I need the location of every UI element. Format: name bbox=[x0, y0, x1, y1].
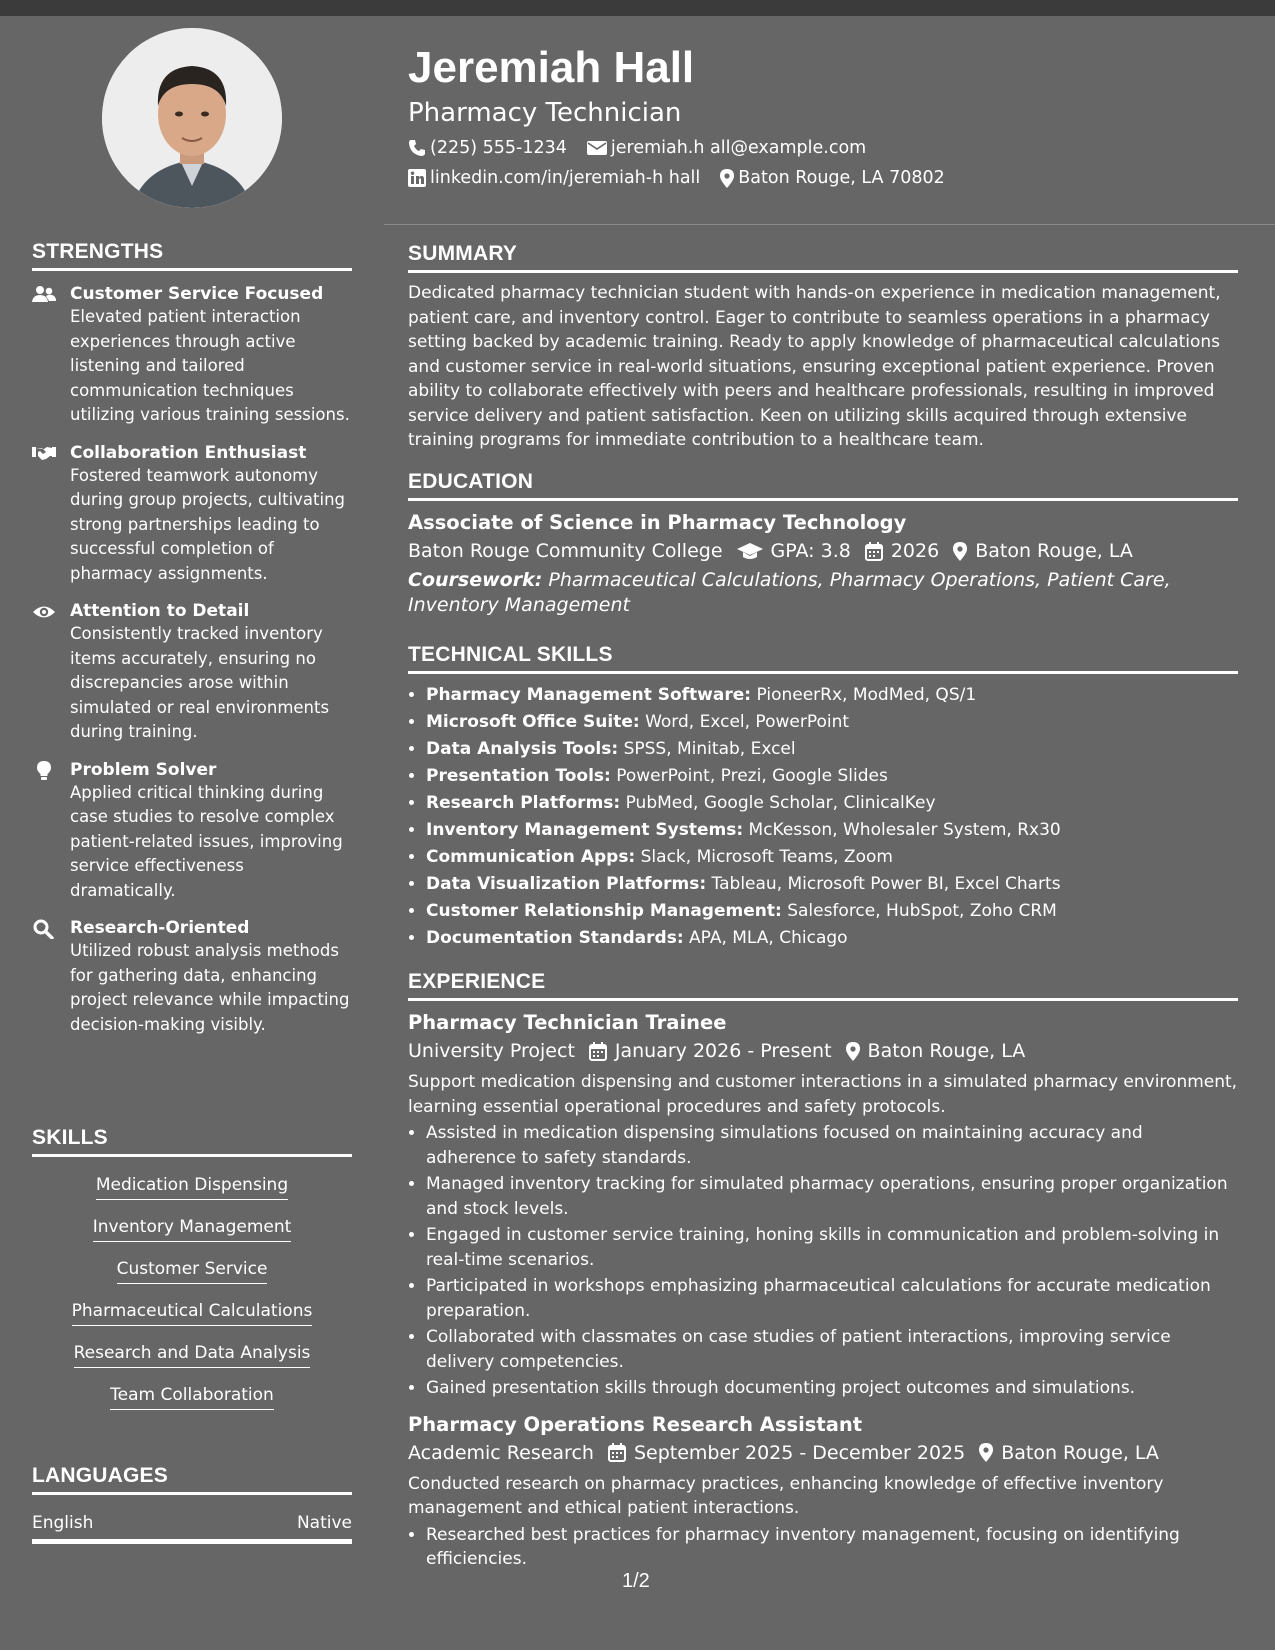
linkedin[interactable] bbox=[408, 166, 700, 190]
skill-item: Customer Service bbox=[117, 1257, 268, 1284]
profile-photo bbox=[102, 28, 282, 208]
phone[interactable] bbox=[408, 136, 567, 160]
skill-value: SPSS, Minitab, Excel bbox=[623, 739, 796, 759]
linkedin-text: linkedin.com/in/jeremiah-h hall bbox=[430, 168, 701, 188]
list-item bbox=[426, 790, 1238, 817]
job-location-text: Baton Rouge, LA bbox=[1001, 1441, 1159, 1464]
skill-value: PowerPoint, Prezi, Google Slides bbox=[616, 766, 888, 786]
list-item bbox=[426, 925, 1238, 952]
list-item: • Assisted in medication dispensing simulations focused on maintaining accuracy and adherence to safety standards. bbox=[426, 1121, 1238, 1170]
map-pin-icon bbox=[846, 1042, 860, 1061]
gpa-text: GPA: 3.8 bbox=[770, 540, 851, 562]
job-meta bbox=[408, 1438, 1238, 1468]
header bbox=[408, 40, 1238, 190]
coursework-label: Coursework: bbox=[408, 569, 543, 591]
job-dates-text: September 2025 - December 2025 bbox=[633, 1441, 966, 1464]
experience-section bbox=[408, 970, 1238, 1574]
phone-icon bbox=[408, 139, 426, 157]
job-entry bbox=[408, 1411, 1238, 1572]
job-bullets bbox=[408, 1523, 1238, 1572]
job-description: Support medication dispensing and customer interactions in a simulated pharmacy environment, learning essential operational procedures and safety protocols. bbox=[408, 1072, 1238, 1117]
languages-section bbox=[32, 1464, 352, 1544]
list-item bbox=[426, 844, 1238, 871]
location bbox=[720, 166, 944, 190]
job-location bbox=[846, 1036, 1026, 1066]
strength-item bbox=[32, 283, 352, 428]
strength-title: Customer Service Focused bbox=[70, 284, 324, 304]
list-item bbox=[426, 736, 1238, 763]
language-row bbox=[32, 1513, 352, 1544]
skill-value: McKesson, Wholesaler System, Rx30 bbox=[748, 820, 1061, 840]
skill-value: Tableau, Microsoft Power BI, Excel Charts bbox=[711, 874, 1061, 894]
job-location bbox=[979, 1438, 1159, 1468]
skill-label: Inventory Management Systems: bbox=[426, 820, 744, 840]
strength-title: Attention to Detail bbox=[70, 601, 250, 621]
strength-title: Problem Solver bbox=[70, 759, 217, 780]
language-name: English bbox=[32, 1513, 94, 1533]
strengths-section bbox=[32, 240, 352, 1037]
users-icon bbox=[32, 285, 56, 305]
strength-title: Research-Oriented bbox=[70, 918, 250, 938]
list-item bbox=[426, 763, 1238, 790]
search-icon bbox=[32, 919, 56, 939]
email-text: jeremiah.h all@example.com bbox=[610, 138, 867, 158]
strength-item bbox=[32, 759, 352, 904]
job-bullets bbox=[408, 1121, 1238, 1401]
technical-skills-title: TECHNICAL SKILLS bbox=[408, 643, 1238, 674]
job-description: Conducted research on pharmacy practices, enhancing knowledge of effective inventory management and ethical patient interactions. bbox=[408, 1473, 1164, 1518]
job-title: Pharmacy Operations Research Assistant bbox=[408, 1412, 863, 1436]
strength-item bbox=[32, 600, 352, 745]
strength-desc: Applied critical thinking during case studies to resolve complex patient-related issues, improving service effectiveness dramatically. bbox=[70, 782, 343, 900]
skill-label: Data Analysis Tools: bbox=[426, 739, 619, 759]
skill-label: Communication Apps: bbox=[426, 847, 636, 867]
list-item bbox=[426, 871, 1238, 898]
skills-list bbox=[32, 1165, 352, 1417]
skill-value: Word, Excel, PowerPoint bbox=[645, 712, 850, 732]
location-text: Baton Rouge, LA 70802 bbox=[738, 168, 945, 188]
coursework-text: Pharmaceutical Calculations, Pharmacy Operations, Patient Care, Inventory Management bbox=[408, 569, 1171, 616]
strength-desc: Utilized robust analysis methods for gathering data, enhancing project relevance while impacting decision-making visibly. bbox=[70, 941, 350, 1034]
technical-skills-list bbox=[408, 682, 1238, 952]
contact-row bbox=[408, 136, 1238, 160]
job-org: University Project bbox=[408, 1040, 575, 1062]
job-org: Academic Research bbox=[408, 1441, 594, 1464]
coursework bbox=[408, 568, 1238, 618]
gpa bbox=[737, 536, 851, 566]
map-pin-icon bbox=[953, 542, 967, 561]
list-item: • Researched best practices for pharmacy inventory management, focusing on identifying efficiencies. bbox=[426, 1523, 1238, 1572]
job-title: Pharmacy Technician bbox=[408, 98, 682, 128]
strength-item bbox=[32, 917, 352, 1037]
education-section bbox=[408, 470, 1238, 618]
skills-section bbox=[32, 1126, 352, 1417]
list-item: • Managed inventory tracking for simulated pharmacy operations, ensuring proper organization and stock levels. bbox=[426, 1172, 1238, 1221]
degree: Associate of Science in Pharmacy Technology bbox=[408, 511, 907, 534]
technical-skills-section bbox=[408, 643, 1238, 952]
header-divider bbox=[384, 224, 1275, 225]
list-item: • Gained presentation skills through documenting project outcomes and simulations. bbox=[426, 1376, 1238, 1401]
skill-item: Team Collaboration bbox=[110, 1383, 274, 1410]
contact-row bbox=[408, 166, 1238, 190]
strength-title: Collaboration Enthusiast bbox=[70, 442, 307, 463]
job-dates bbox=[608, 1438, 965, 1468]
calendar-icon bbox=[865, 542, 883, 561]
summary-text: Dedicated pharmacy technician student with hands-on experience in medication management, patient care, and inventory control. Eager to contribute to seamless operations in a pharmacy setting backed by academic training. Ready to apply knowledge of pharmaceutical calculations and customer service in real-world situations, ensuring exceptional patient experience. Proven ability to collaborate effectively with peers and healthcare professionals, resulting in improved service delivery and patient satisfaction. Keen on utilizing skills acquired through extensive training programs for immediate contribution to a healthcare team. bbox=[408, 283, 1221, 450]
education-location bbox=[953, 536, 1133, 566]
summary-section bbox=[408, 242, 1238, 453]
job-dates bbox=[589, 1036, 832, 1066]
list-item: • Engaged in customer service training, honing skills in communication and problem-solving in real-time scenarios. bbox=[426, 1223, 1238, 1272]
skill-label: Pharmacy Management Software: bbox=[426, 685, 752, 705]
lightbulb-icon bbox=[32, 761, 56, 781]
skill-item: Research and Data Analysis bbox=[74, 1341, 311, 1368]
envelope-icon bbox=[587, 140, 607, 156]
strengths-title: STRENGTHS bbox=[32, 240, 352, 271]
skill-item: Inventory Management bbox=[93, 1215, 292, 1242]
skill-value: PubMed, Google Scholar, ClinicalKey bbox=[625, 793, 936, 813]
page-number: 1/2 bbox=[622, 1570, 650, 1592]
job-title: Pharmacy Technician Trainee bbox=[408, 1011, 727, 1034]
map-pin-icon bbox=[720, 169, 734, 188]
skills-title: SKILLS bbox=[32, 1126, 352, 1157]
grad-year-text: 2026 bbox=[890, 540, 940, 562]
skill-label: Data Visualization Platforms: bbox=[426, 874, 707, 894]
skill-label: Presentation Tools: bbox=[426, 766, 611, 786]
skill-value: Salesforce, HubSpot, Zoho CRM bbox=[787, 901, 1057, 921]
calendar-icon bbox=[589, 1042, 607, 1061]
skill-label: Customer Relationship Management: bbox=[426, 901, 782, 921]
language-level: Native bbox=[296, 1513, 352, 1533]
list-item bbox=[426, 817, 1238, 844]
top-bar bbox=[0, 0, 1275, 16]
linkedin-icon bbox=[408, 169, 426, 187]
strength-desc: Elevated patient interaction experiences through active listening and tailored communication techniques utilizing various training sessions. bbox=[70, 307, 350, 424]
strength-item bbox=[32, 442, 352, 587]
list-item bbox=[426, 682, 1238, 709]
skill-label: Documentation Standards: bbox=[426, 928, 684, 948]
handshake-icon bbox=[32, 444, 56, 464]
strength-desc: Fostered teamwork autonomy during group projects, cultivating strong partnerships leading to successful completion of pharmacy assignments. bbox=[70, 465, 346, 583]
skill-item: Medication Dispensing bbox=[96, 1173, 288, 1200]
skill-item: Pharmaceutical Calculations bbox=[72, 1299, 313, 1326]
list-item bbox=[426, 898, 1238, 925]
school: Baton Rouge Community College bbox=[408, 540, 723, 562]
summary-title: SUMMARY bbox=[408, 242, 1238, 273]
skill-value: PioneerRx, ModMed, QS/1 bbox=[756, 685, 977, 705]
email[interactable] bbox=[587, 136, 866, 160]
job-dates-text: January 2026 - Present bbox=[614, 1040, 832, 1062]
languages-title: LANGUAGES bbox=[32, 1464, 352, 1495]
avatar bbox=[102, 28, 282, 208]
phone-text: (225) 555-1234 bbox=[430, 138, 567, 158]
experience-title: EXPERIENCE bbox=[408, 970, 1238, 1001]
calendar-icon bbox=[608, 1443, 626, 1462]
education-meta bbox=[408, 536, 1238, 566]
map-pin-icon bbox=[979, 1443, 993, 1462]
skill-value: Slack, Microsoft Teams, Zoom bbox=[640, 847, 893, 867]
eye-icon bbox=[32, 602, 56, 622]
list-item bbox=[426, 709, 1238, 736]
skill-label: Microsoft Office Suite: bbox=[426, 712, 640, 732]
list-item: • Collaborated with classmates on case studies of patient interactions, improving service delivery competencies. bbox=[426, 1325, 1238, 1374]
education-title: EDUCATION bbox=[408, 470, 1238, 501]
education-location-text: Baton Rouge, LA bbox=[975, 540, 1133, 562]
grad-year bbox=[865, 536, 939, 566]
skill-label: Research Platforms: bbox=[426, 793, 621, 813]
job-entry bbox=[408, 1009, 1238, 1401]
job-location-text: Baton Rouge, LA bbox=[867, 1040, 1026, 1062]
job-meta bbox=[408, 1036, 1238, 1066]
list-item: • Participated in workshops emphasizing pharmaceutical calculations for accurate medication preparation. bbox=[426, 1274, 1238, 1323]
candidate-name: Jeremiah Hall bbox=[408, 43, 695, 92]
graduation-cap-icon bbox=[737, 542, 763, 560]
strength-desc: Consistently tracked inventory items accurately, ensuring no discrepancies arose within simulated or real environments during training. bbox=[70, 624, 330, 741]
skill-value: APA, MLA, Chicago bbox=[689, 928, 848, 948]
